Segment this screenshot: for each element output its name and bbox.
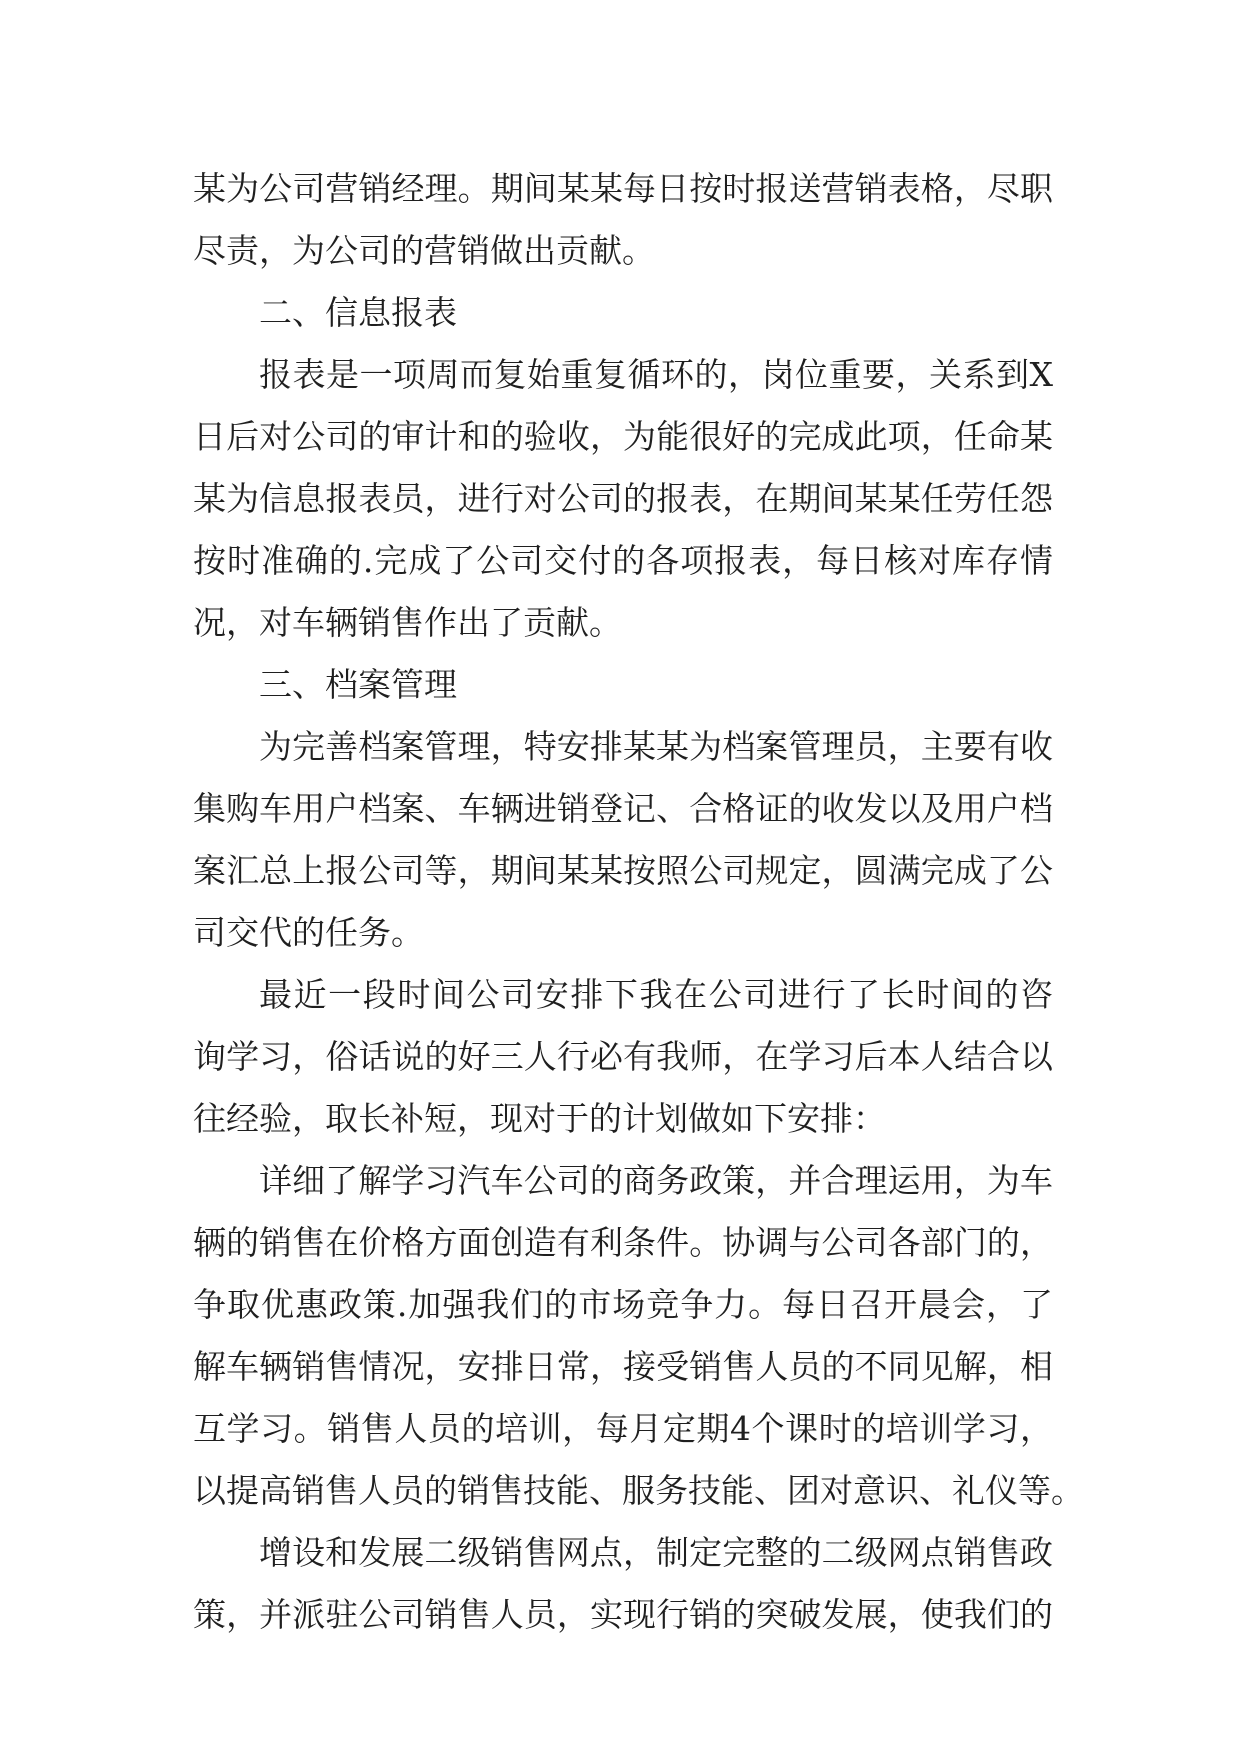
text-line: 案汇总上报公司等，期间某某按照公司规定，圆满完成了公 — [193, 851, 1053, 890]
text-line: 争取优惠政策.加强我们的市场竞争力。每日召开晨会，了 — [193, 1285, 1053, 1324]
text-line: 二、信息报表 — [259, 293, 457, 332]
text-line: 某为信息报表员，进行对公司的报表，在期间某某任劳任怨 — [193, 479, 1053, 518]
text-line: 策，并派驻公司销售人员，实现行销的突破发展，使我们的 — [193, 1595, 1053, 1634]
text-line: 最近一段时间公司安排下我在公司进行了长时间的咨 — [259, 975, 1053, 1014]
text-line: 询学习，俗话说的好三人行必有我师，在学习后本人结合以 — [193, 1037, 1053, 1076]
text-line: 辆的销售在价格方面创造有利条件。协调与公司各部门的， — [193, 1223, 1053, 1262]
text-line: 况，对车辆销售作出了贡献。 — [193, 603, 622, 642]
text-line: 解车辆销售情况，安排日常，接受销售人员的不同见解，相 — [193, 1347, 1053, 1386]
text-line: 按时准确的.完成了公司交付的各项报表，每日核对库存情 — [193, 541, 1053, 580]
text-line: 集购车用户档案、车辆进销登记、合格证的收发以及用户档 — [193, 789, 1053, 828]
text-line: 司交代的任务。 — [193, 913, 424, 952]
text-line: 为完善档案管理，特安排某某为档案管理员，主要有收 — [259, 727, 1053, 766]
text-line: 某为公司营销经理。期间某某每日按时报送营销表格，尽职 — [193, 169, 1053, 208]
text-line: 往经验，取长补短，现对于的计划做如下安排： — [193, 1099, 886, 1138]
text-line: 尽责，为公司的营销做出贡献。 — [193, 231, 655, 270]
text-line: 增设和发展二级销售网点，制定完整的二级网点销售政 — [259, 1533, 1053, 1572]
text-line: 三、档案管理 — [259, 665, 457, 704]
text-line: 以提高销售人员的销售技能、服务技能、团对意识、礼仪等。 — [193, 1471, 1084, 1510]
document-body — [193, 158, 1084, 1646]
text-line: 互学习。销售人员的培训，每月定期4个课时的培训学习， — [193, 1409, 1053, 1448]
text-line: 报表是一项周而复始重复循环的，岗位重要，关系到X — [259, 355, 1053, 394]
text-line: 日后对公司的审计和的验收，为能很好的完成此项，任命某 — [193, 417, 1053, 456]
text-line: 详细了解学习汽车公司的商务政策，并合理运用，为车 — [259, 1161, 1053, 1200]
